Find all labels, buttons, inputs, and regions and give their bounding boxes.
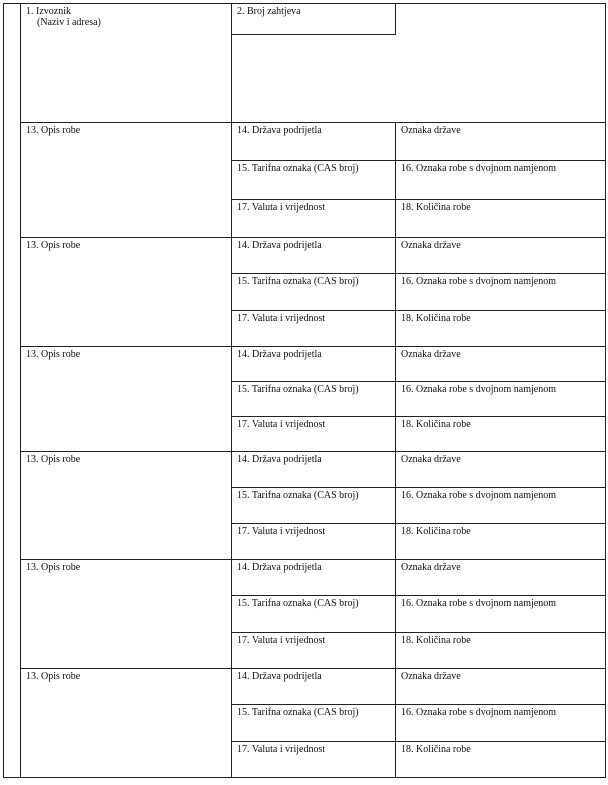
field-country-code: Oznaka države [401,562,461,573]
field-country-origin: 14. Država podrijetla [237,454,322,465]
field-country-code: Oznaka države [401,671,461,682]
field-description: 13. Opis robe [26,349,81,360]
field-country-origin: 14. Država podrijetla [237,125,322,136]
field-quantity: 18. Količina robe [401,419,471,430]
field-country-code: Oznaka države [401,454,461,465]
field-dual-use: 16. Oznaka robe s dvojnom namjenom [401,490,556,501]
field-description: 13. Opis robe [26,454,81,465]
field-quantity: 18. Količina robe [401,635,471,646]
field-description: 13. Opis robe [26,125,81,136]
field-quantity: 18. Količina robe [401,744,471,755]
field-currency-value: 17. Valuta i vrijednost [237,419,326,430]
field-dual-use: 16. Oznaka robe s dvojnom namjenom [401,384,556,395]
field-country-origin: 14. Država podrijetla [237,562,322,573]
field-description: 13. Opis robe [26,671,81,682]
field-tariff: 15. Tarifna oznaka (CAS broj) [237,707,359,718]
field-country-code: Oznaka države [401,349,461,360]
exporter-label: 1. Izvoznik [26,6,71,17]
field-tariff: 15. Tarifna oznaka (CAS broj) [237,276,359,287]
field-country-origin: 14. Država podrijetla [237,240,322,251]
field-currency-value: 17. Valuta i vrijednost [237,202,326,213]
request-number-label: 2. Broj zahtjeva [237,6,301,17]
field-country-code: Oznaka države [401,240,461,251]
field-country-origin: 14. Država podrijetla [237,671,322,682]
field-dual-use: 16. Oznaka robe s dvojnom namjenom [401,598,556,609]
field-quantity: 18. Količina robe [401,202,471,213]
field-dual-use: 16. Oznaka robe s dvojnom namjenom [401,707,556,718]
field-country-code: Oznaka države [401,125,461,136]
field-currency-value: 17. Valuta i vrijednost [237,635,326,646]
field-quantity: 18. Količina robe [401,313,471,324]
field-currency-value: 17. Valuta i vrijednost [237,313,326,324]
field-tariff: 15. Tarifna oznaka (CAS broj) [237,163,359,174]
field-currency-value: 17. Valuta i vrijednost [237,526,326,537]
field-description: 13. Opis robe [26,240,81,251]
field-currency-value: 17. Valuta i vrijednost [237,744,326,755]
field-tariff: 15. Tarifna oznaka (CAS broj) [237,384,359,395]
field-tariff: 15. Tarifna oznaka (CAS broj) [237,490,359,501]
exporter-sublabel: (Naziv i adresa) [37,17,101,28]
field-country-origin: 14. Država podrijetla [237,349,322,360]
field-dual-use: 16. Oznaka robe s dvojnom namjenom [401,163,556,174]
field-description: 13. Opis robe [26,562,81,573]
field-tariff: 15. Tarifna oznaka (CAS broj) [237,598,359,609]
field-quantity: 18. Količina robe [401,526,471,537]
field-dual-use: 16. Oznaka robe s dvojnom namjenom [401,276,556,287]
